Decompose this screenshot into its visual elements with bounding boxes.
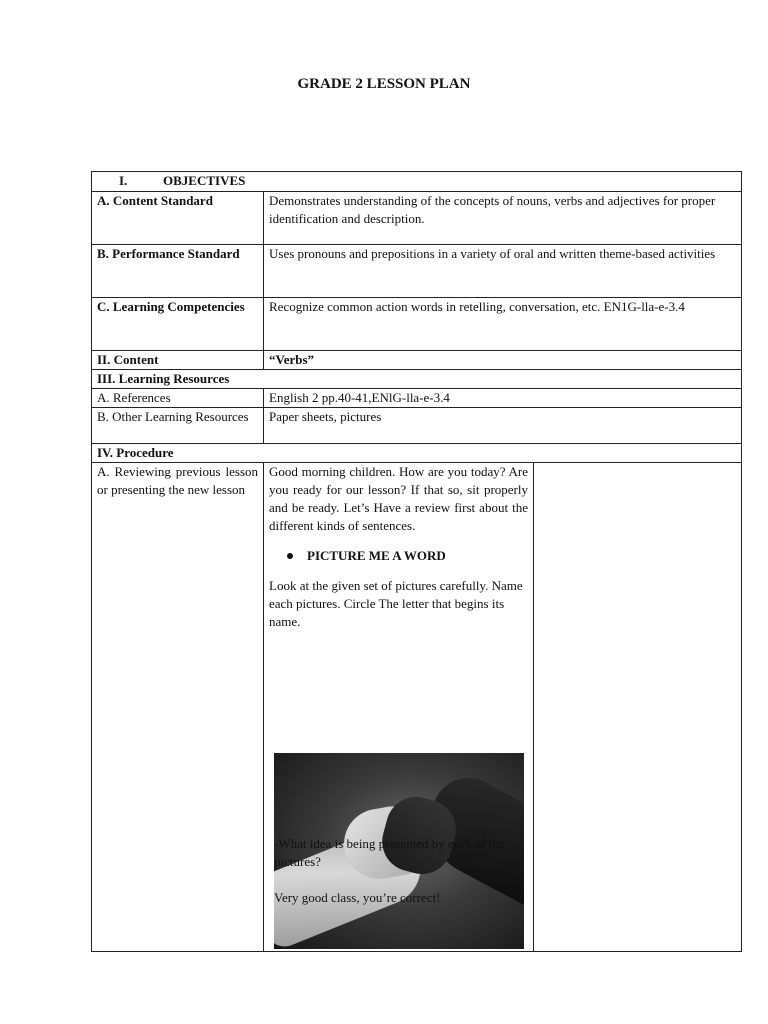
performance-standard-row [92,245,742,298]
procedure-step-a-label: A. Reviewing previous lesson or presenting the new lesson [92,463,264,952]
procedure-empty-cell [534,463,742,952]
procedure-activity [269,463,528,951]
procedure-intro: Good morning children. How are you today? Are you ready for our lesson? If that so, sit properly and be ready. Let’s Have a review first about the different kinds of sentences. [269,464,528,533]
content-text: “Verbs” [264,351,742,370]
references-text: English 2 pp.40-41,ENlG-lla-e-3.4 [264,389,742,408]
bullet-dot-icon [287,553,293,559]
activity-bullet [269,547,528,565]
references-label: A. References [92,389,264,408]
procedure-step-a-row [92,463,742,952]
other-resources-text: Paper sheets, pictures [264,408,742,444]
procedure-praise: Very good class, you’re correct! [274,890,441,905]
activity-title: PICTURE ME A WORD [307,548,446,563]
learning-competencies-text: Recognize common action words in retelling, conversation, etc. EN1G-lla-e-3.4 [264,298,742,351]
performance-standard-text: Uses pronouns and prepositions in a variety of oral and written theme-based activities [264,245,742,298]
other-resources-row [92,408,742,444]
procedure-question: -What idea is being presented by each of the pictures? [274,836,506,869]
references-row [92,389,742,408]
lesson-plan-table [91,171,742,952]
page-title: GRADE 2 LESSON PLAN [297,76,471,92]
performance-standard-label: B. Performance Standard [92,245,264,298]
objectives-number: I. [119,173,128,188]
procedure-heading: IV. Procedure [92,444,742,463]
activity-instructions: Look at the given set of pictures carefully. Name each pictures. Circle The letter that begins its name. [269,578,523,629]
other-resources-label: B. Other Learning Resources [92,408,264,444]
content-row [92,351,742,370]
objectives-row [92,172,742,192]
learning-competencies-row [92,298,742,351]
content-label: II. Content [92,351,264,370]
content-standard-label: A. Content Standard [92,192,264,245]
learning-resources-heading: III. Learning Resources [92,370,742,389]
learning-competencies-label: C. Learning Competencies [92,298,264,351]
handshake-photo [274,753,524,949]
learning-resources-row [92,370,742,389]
content-standard-text: Demonstrates understanding of the concepts of nouns, verbs and adjectives for proper identification and description. [264,192,742,245]
content-standard-row [92,192,742,245]
objectives-heading: OBJECTIVES [163,173,246,188]
procedure-row [92,444,742,463]
